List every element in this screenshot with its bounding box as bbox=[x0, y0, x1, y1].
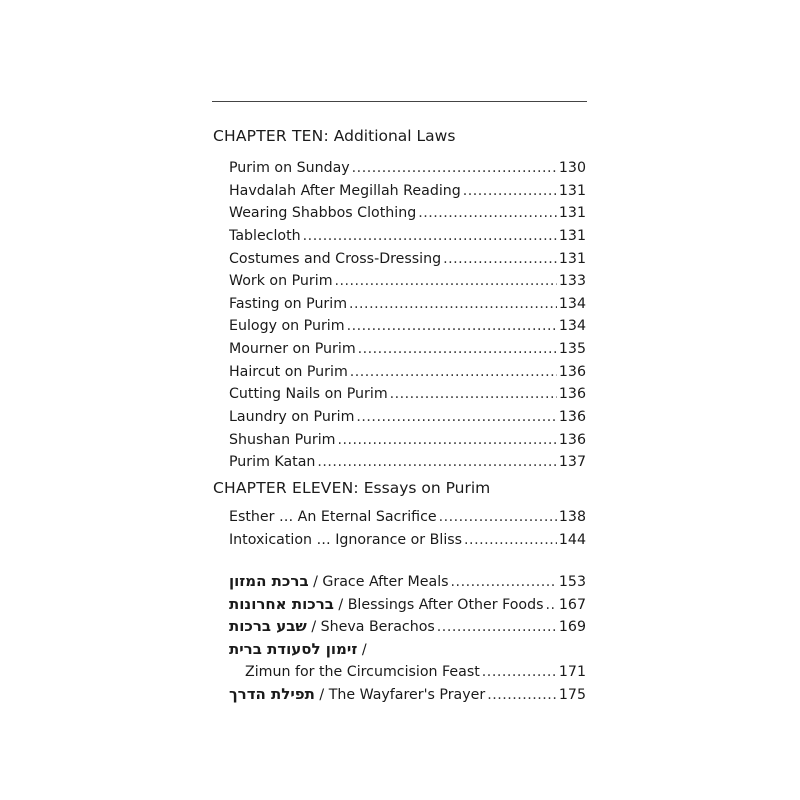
dot-leader bbox=[303, 225, 557, 248]
dot-leader bbox=[390, 383, 557, 406]
toc-entry bbox=[229, 593, 586, 616]
english-title: Zimun for the Circumcision Feast bbox=[245, 663, 480, 680]
entry-title: Purim on Sunday bbox=[229, 160, 350, 176]
entry-title: Haircut on Purim bbox=[229, 363, 348, 380]
page-number: 130 bbox=[558, 160, 586, 176]
toc-entry bbox=[229, 338, 586, 361]
page-number: 137 bbox=[558, 454, 586, 471]
toc-entry bbox=[229, 383, 586, 406]
toc-entry bbox=[229, 506, 586, 529]
page-number: 167 bbox=[558, 596, 586, 613]
dot-leader bbox=[437, 616, 557, 638]
entry-title bbox=[229, 615, 435, 638]
toc-entry bbox=[229, 529, 586, 552]
toc-entry bbox=[229, 157, 586, 180]
entry-title: Purim Katan bbox=[229, 454, 316, 471]
toc-entry bbox=[229, 248, 586, 271]
dot-leader bbox=[451, 571, 557, 593]
toc-entry bbox=[229, 451, 586, 474]
dot-leader bbox=[350, 361, 557, 384]
entry-title bbox=[229, 570, 449, 593]
page-number: 136 bbox=[558, 409, 586, 426]
english-title: / Blessings After Other Foods bbox=[333, 596, 544, 613]
page-number: 135 bbox=[558, 341, 586, 358]
dot-leader bbox=[487, 684, 557, 706]
entry-title: Laundry on Purim bbox=[229, 409, 355, 426]
entry-title: Eulogy on Purim bbox=[229, 318, 345, 335]
dot-leader bbox=[349, 293, 557, 316]
dot-leader bbox=[347, 315, 557, 338]
entry-title: Mourner on Purim bbox=[229, 341, 356, 358]
entry-title bbox=[229, 593, 544, 616]
chapter-label: CHAPTER ELEVEN: bbox=[213, 479, 359, 497]
chapter-label: CHAPTER TEN: bbox=[213, 127, 329, 145]
entry-title bbox=[229, 683, 485, 706]
page-number: 171 bbox=[558, 663, 586, 680]
toc-entry bbox=[229, 293, 586, 316]
page-number: 134 bbox=[558, 318, 586, 335]
dot-leader bbox=[546, 594, 557, 616]
entry-title: Esther … An Eternal Sacrifice bbox=[229, 509, 437, 525]
toc-entry bbox=[229, 638, 586, 661]
entry-title: Cutting Nails on Purim bbox=[229, 386, 388, 403]
toc-entry bbox=[229, 225, 586, 248]
dot-leader bbox=[439, 506, 557, 529]
appendix-entries bbox=[229, 570, 586, 706]
dot-leader bbox=[356, 406, 557, 429]
toc-entry bbox=[229, 406, 586, 429]
toc-entry bbox=[229, 361, 586, 384]
english-title: / Grace After Meals bbox=[308, 574, 449, 590]
toc-entry bbox=[229, 429, 586, 452]
page-number: 131 bbox=[558, 250, 586, 267]
dot-leader bbox=[443, 248, 557, 271]
dot-leader bbox=[358, 338, 557, 361]
dot-leader bbox=[463, 180, 557, 203]
hebrew-title: תפילת הדרך bbox=[229, 685, 315, 704]
english-title: / bbox=[357, 641, 367, 658]
toc-entry bbox=[229, 315, 586, 338]
entry-title: Wearing Shabbos Clothing bbox=[229, 205, 417, 222]
page-number: 153 bbox=[558, 574, 586, 590]
hebrew-title: ברכות אחרונות bbox=[229, 594, 334, 613]
toc-entry bbox=[229, 615, 586, 638]
dot-leader bbox=[418, 202, 557, 225]
page-number: 136 bbox=[558, 386, 586, 403]
page-number: 175 bbox=[558, 687, 586, 704]
dot-leader bbox=[464, 529, 557, 552]
toc-entry bbox=[229, 570, 586, 593]
page-number: 138 bbox=[558, 509, 586, 525]
entry-title: Havdalah After Megillah Reading bbox=[229, 182, 461, 199]
toc-entry bbox=[229, 661, 586, 684]
chapter-title: Additional Laws bbox=[328, 127, 456, 145]
chapter-title: Essays on Purim bbox=[358, 479, 491, 497]
hebrew-title: זימון לסעודת ברית bbox=[229, 639, 358, 658]
entry-title bbox=[245, 661, 480, 684]
entry-title: Shushan Purim bbox=[229, 431, 336, 448]
page-number: 144 bbox=[558, 531, 586, 548]
chapter-eleven-heading bbox=[213, 478, 490, 498]
toc-entry bbox=[229, 683, 586, 706]
hebrew-title: שבע ברכות bbox=[229, 617, 307, 636]
hebrew-title: ברכת המזון bbox=[229, 572, 309, 590]
dot-leader bbox=[337, 429, 556, 452]
page-number: 136 bbox=[558, 363, 586, 380]
dot-leader bbox=[482, 661, 557, 684]
dot-leader bbox=[317, 451, 557, 474]
chapter-ten-entries bbox=[229, 157, 586, 474]
chapter-eleven-entries bbox=[229, 506, 586, 551]
page-number: 133 bbox=[558, 273, 586, 290]
page-number: 134 bbox=[558, 295, 586, 312]
entry-title: Work on Purim bbox=[229, 273, 333, 290]
entry-title: Intoxication … Ignorance or Bliss bbox=[229, 531, 463, 548]
page-number: 169 bbox=[558, 619, 586, 636]
page-number: 131 bbox=[558, 205, 586, 222]
english-title: / Sheva Berachos bbox=[306, 619, 435, 636]
toc-entry bbox=[229, 180, 586, 203]
dot-leader bbox=[335, 270, 557, 293]
english-title: / The Wayfarer's Prayer bbox=[314, 687, 486, 704]
entry-title: Fasting on Purim bbox=[229, 295, 348, 312]
dot-leader bbox=[352, 157, 557, 180]
page-number: 131 bbox=[558, 227, 586, 244]
page-number: 136 bbox=[558, 431, 586, 448]
top-rule bbox=[212, 101, 587, 102]
entry-title: Tablecloth bbox=[229, 227, 301, 244]
toc-entry bbox=[229, 202, 586, 225]
chapter-ten-heading bbox=[213, 126, 455, 146]
entry-title: Costumes and Cross-Dressing bbox=[229, 250, 442, 267]
entry-title bbox=[229, 638, 367, 661]
toc-entry bbox=[229, 270, 586, 293]
page-number: 131 bbox=[558, 182, 586, 199]
